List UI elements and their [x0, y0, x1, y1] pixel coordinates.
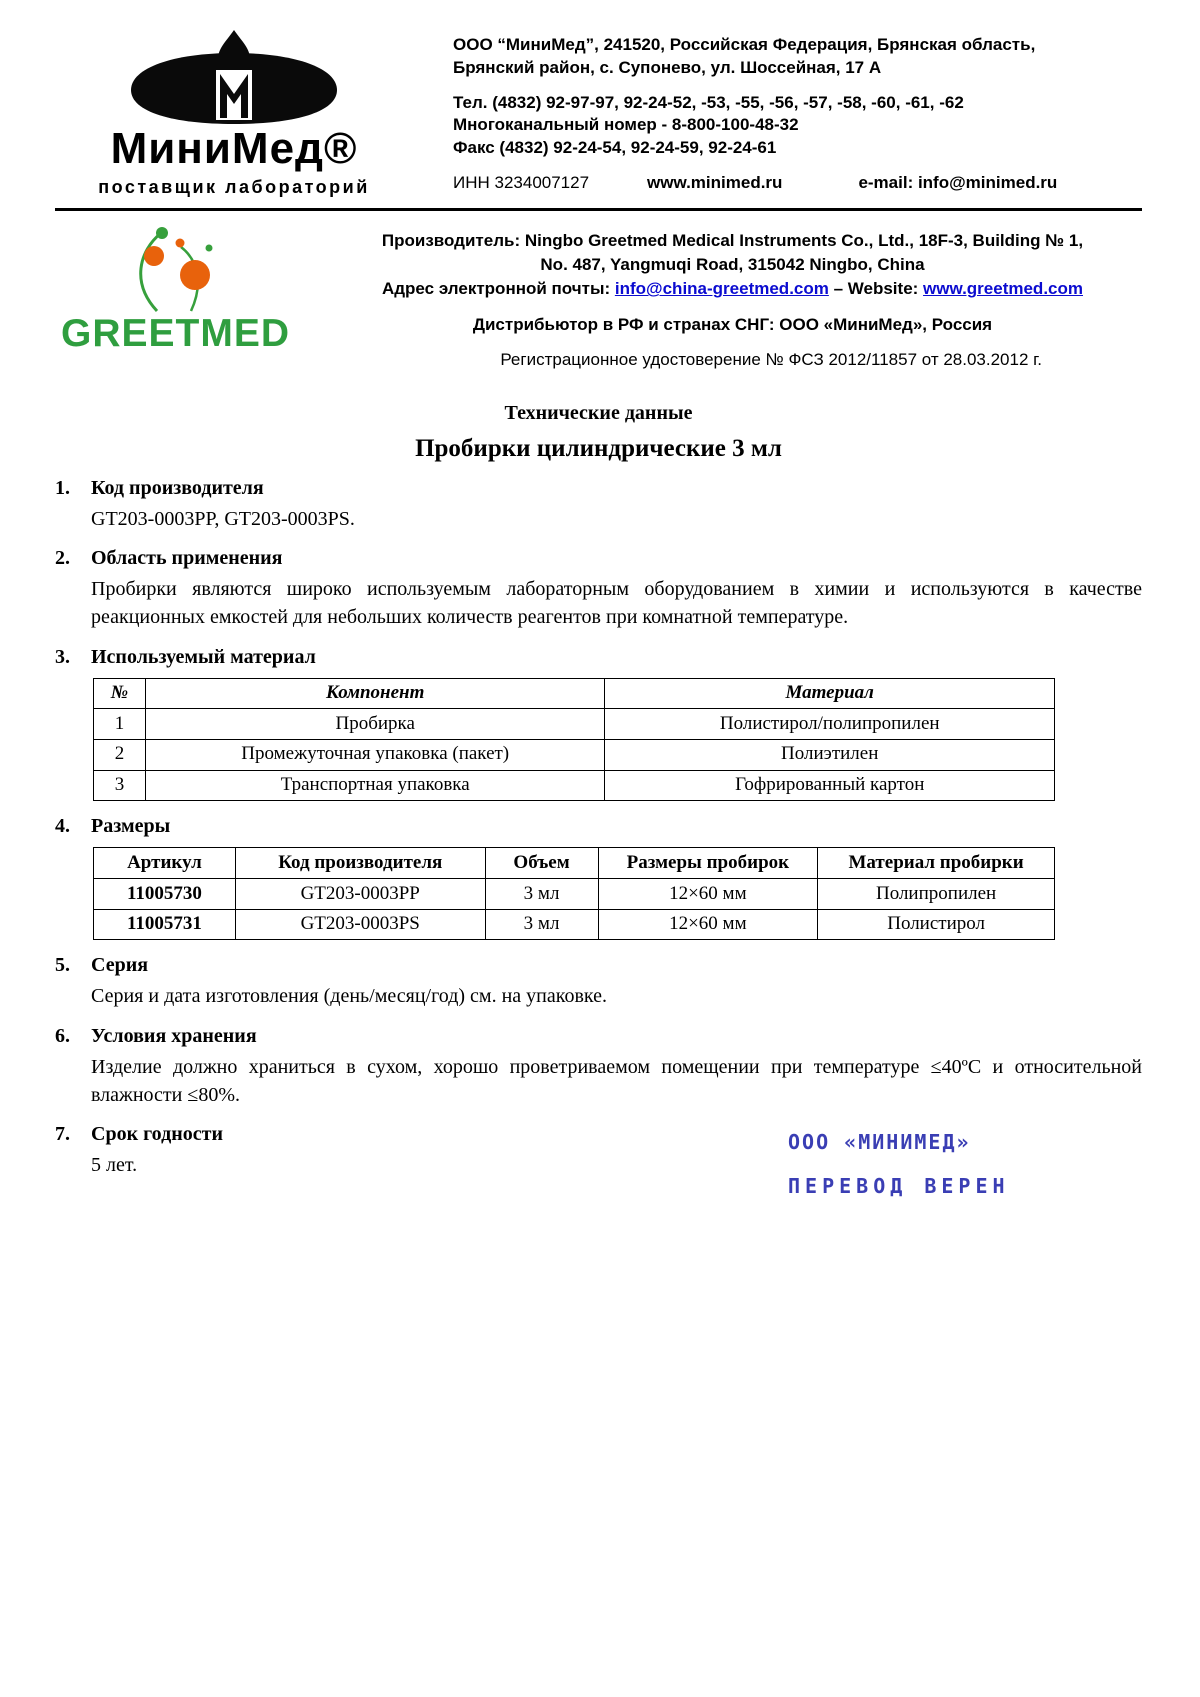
cell-num: 1	[94, 709, 146, 740]
minimed-logo	[69, 26, 399, 198]
materials-col-material: Материал	[605, 678, 1055, 709]
distributor-line: Дистрибьютор в РФ и странах СНГ: ООО «МиниМед», Россия	[472, 314, 993, 334]
manufacturer-block	[55, 219, 1142, 372]
section-application-area	[55, 546, 1142, 631]
company-multichannel: Многоканальный номер - 8-800-100-48-32	[453, 115, 799, 135]
stamp-translation-line: ПЕРЕВОД ВЕРЕН	[788, 1174, 1010, 1199]
cell-material: Полистирол	[818, 909, 1055, 940]
company-fax: Факс (4832) 92-24-54, 92-24-59, 92-24-61	[453, 138, 777, 158]
table-row	[94, 879, 1055, 910]
section-heading	[55, 546, 1142, 571]
cell-dimensions: 12×60 мм	[598, 909, 818, 940]
table-row	[94, 770, 1055, 801]
cell-num: 2	[94, 739, 146, 770]
materials-header-row	[94, 678, 1055, 709]
section-number: 4.	[55, 815, 70, 838]
company-address-line1: ООО “МиниМед”, 241520, Российская Федерация, Брянская область,	[453, 35, 1036, 54]
section-body: 5 лет.	[91, 1154, 138, 1177]
section-title: Код производителя	[91, 476, 264, 499]
cell-code: GT203-0003PP	[235, 879, 485, 910]
section-title: Размеры	[91, 815, 171, 838]
minimed-brand-text: МиниМед®	[110, 124, 358, 173]
sizes-col-material: Материал пробирки	[818, 848, 1055, 879]
section-sizes	[55, 814, 1142, 940]
greetmed-sprout-icon	[61, 223, 291, 313]
section-heading	[55, 645, 1142, 670]
registration-line: Регистрационное удостоверение № ФСЗ 2012/11857 от 28.03.2012 г.	[500, 349, 1042, 369]
cell-code: GT203-0003PS	[235, 909, 485, 940]
section-storage-conditions	[55, 1024, 1142, 1109]
doc-title: Пробирки цилиндрические 3 мл	[415, 434, 782, 462]
section-title: Область применения	[91, 547, 283, 570]
cell-volume: 3 мл	[485, 879, 598, 910]
manufacturer-email-label: Адрес электронной почты:	[381, 279, 615, 299]
minimed-tagline: поставщик лабораторий	[98, 177, 370, 198]
manufacturer-website-link[interactable]: www.greetmed.com	[923, 279, 1083, 299]
cell-article: 11005731	[94, 909, 236, 940]
cell-component: Транспортная упаковка	[145, 770, 605, 801]
materials-table	[93, 678, 1055, 802]
table-row	[94, 739, 1055, 770]
cell-dimensions: 12×60 мм	[598, 879, 818, 910]
company-contacts	[399, 26, 1142, 195]
manufacturer-info	[323, 219, 1142, 372]
table-row	[94, 709, 1055, 740]
greetmed-logo	[55, 219, 323, 372]
section-body: Пробирки являются широко используемым лабораторным оборудованием в химии и используются в качестве реакционных емкостей для небольших количеств реагентов при комнатной температуре.	[91, 578, 1142, 628]
materials-col-component: Компонент	[145, 678, 605, 709]
section-heading	[55, 953, 1142, 978]
section-shelf-life	[55, 1122, 1142, 1199]
section-title: Срок годности	[91, 1123, 223, 1146]
cell-component: Промежуточная упаковка (пакет)	[145, 739, 605, 770]
section-number: 3.	[55, 645, 70, 668]
letterhead	[55, 26, 1142, 198]
cell-article: 11005730	[94, 879, 236, 910]
section-number: 6.	[55, 1025, 70, 1047]
section-title: Условия хранения	[91, 1025, 257, 1047]
section-title: Используемый материал	[91, 645, 316, 668]
section-number: 7.	[55, 1123, 70, 1146]
manufacturer-line1: Производитель: Ningbo Greetmed Medical Instruments Co., Ltd., 18F-3, Building № 1,	[381, 231, 1084, 251]
section-series	[55, 953, 1142, 1011]
cell-component: Пробирка	[145, 709, 605, 740]
cell-num: 3	[94, 770, 146, 801]
sizes-table	[93, 847, 1055, 940]
header-divider	[55, 208, 1142, 211]
company-email: e-mail: info@minimed.ru	[858, 172, 1058, 192]
section-body: Серия и дата изготовления (день/месяц/год) см. на упаковке.	[91, 985, 607, 1008]
cell-material: Полиэтилен	[605, 739, 1055, 770]
table-row	[94, 909, 1055, 940]
translation-stamp	[788, 1130, 1010, 1198]
section-body: GT203-0003PP, GT203-0003PS.	[91, 507, 355, 530]
section-heading	[55, 476, 1142, 501]
section-materials	[55, 645, 1142, 802]
stamp-company-line: ООО «МИНИМЕД»	[788, 1130, 971, 1155]
cell-material: Полистирол/полипропилен	[605, 709, 1055, 740]
company-website: www.minimed.ru	[647, 172, 783, 192]
manufacturer-email-link[interactable]: info@china-greetmed.com	[614, 279, 829, 299]
sizes-col-volume: Объем	[485, 848, 598, 879]
section-title: Серия	[91, 954, 149, 977]
company-phone: Тел. (4832) 92-97-97, 92-24-52, -53, -55, -56, -57, -58, -60, -61, -62	[453, 92, 964, 112]
cell-material: Гофрированный картон	[605, 770, 1055, 801]
sizes-header-row	[94, 848, 1055, 879]
greetmed-brand-text: GREETMED	[61, 312, 291, 356]
cell-material: Полипропилен	[818, 879, 1055, 910]
cell-volume: 3 мл	[485, 909, 598, 940]
sizes-col-article: Артикул	[94, 848, 236, 879]
section-number: 2.	[55, 547, 70, 570]
sizes-col-code: Код производителя	[235, 848, 485, 879]
section-number: 5.	[55, 954, 70, 977]
company-address-line2: Брянский район, с. Супонево, ул. Шоссейная, 17 А	[453, 57, 882, 77]
manufacturer-line2: No. 487, Yangmuqi Road, 315042 Ningbo, China	[540, 255, 925, 275]
company-ids-row	[453, 172, 1142, 195]
section-manufacturer-code	[55, 476, 1142, 534]
section-heading	[55, 814, 1142, 839]
manufacturer-email-line	[323, 277, 1142, 301]
section-number: 1.	[55, 476, 70, 499]
manufacturer-website-label: – Website:	[828, 279, 924, 299]
section-heading	[55, 1024, 1142, 1049]
company-inn: ИНН 3234007127	[453, 172, 590, 192]
doc-subtitle: Технические данные	[504, 401, 693, 424]
section-body: Изделие должно храниться в сухом, хорошо проветриваемом помещении при температуре ≤40ºС и относительной влажности ≤80%.	[91, 1056, 1142, 1106]
minimed-candle-icon	[103, 30, 365, 124]
sizes-col-dimensions: Размеры пробирок	[598, 848, 818, 879]
materials-col-num: №	[94, 678, 146, 709]
